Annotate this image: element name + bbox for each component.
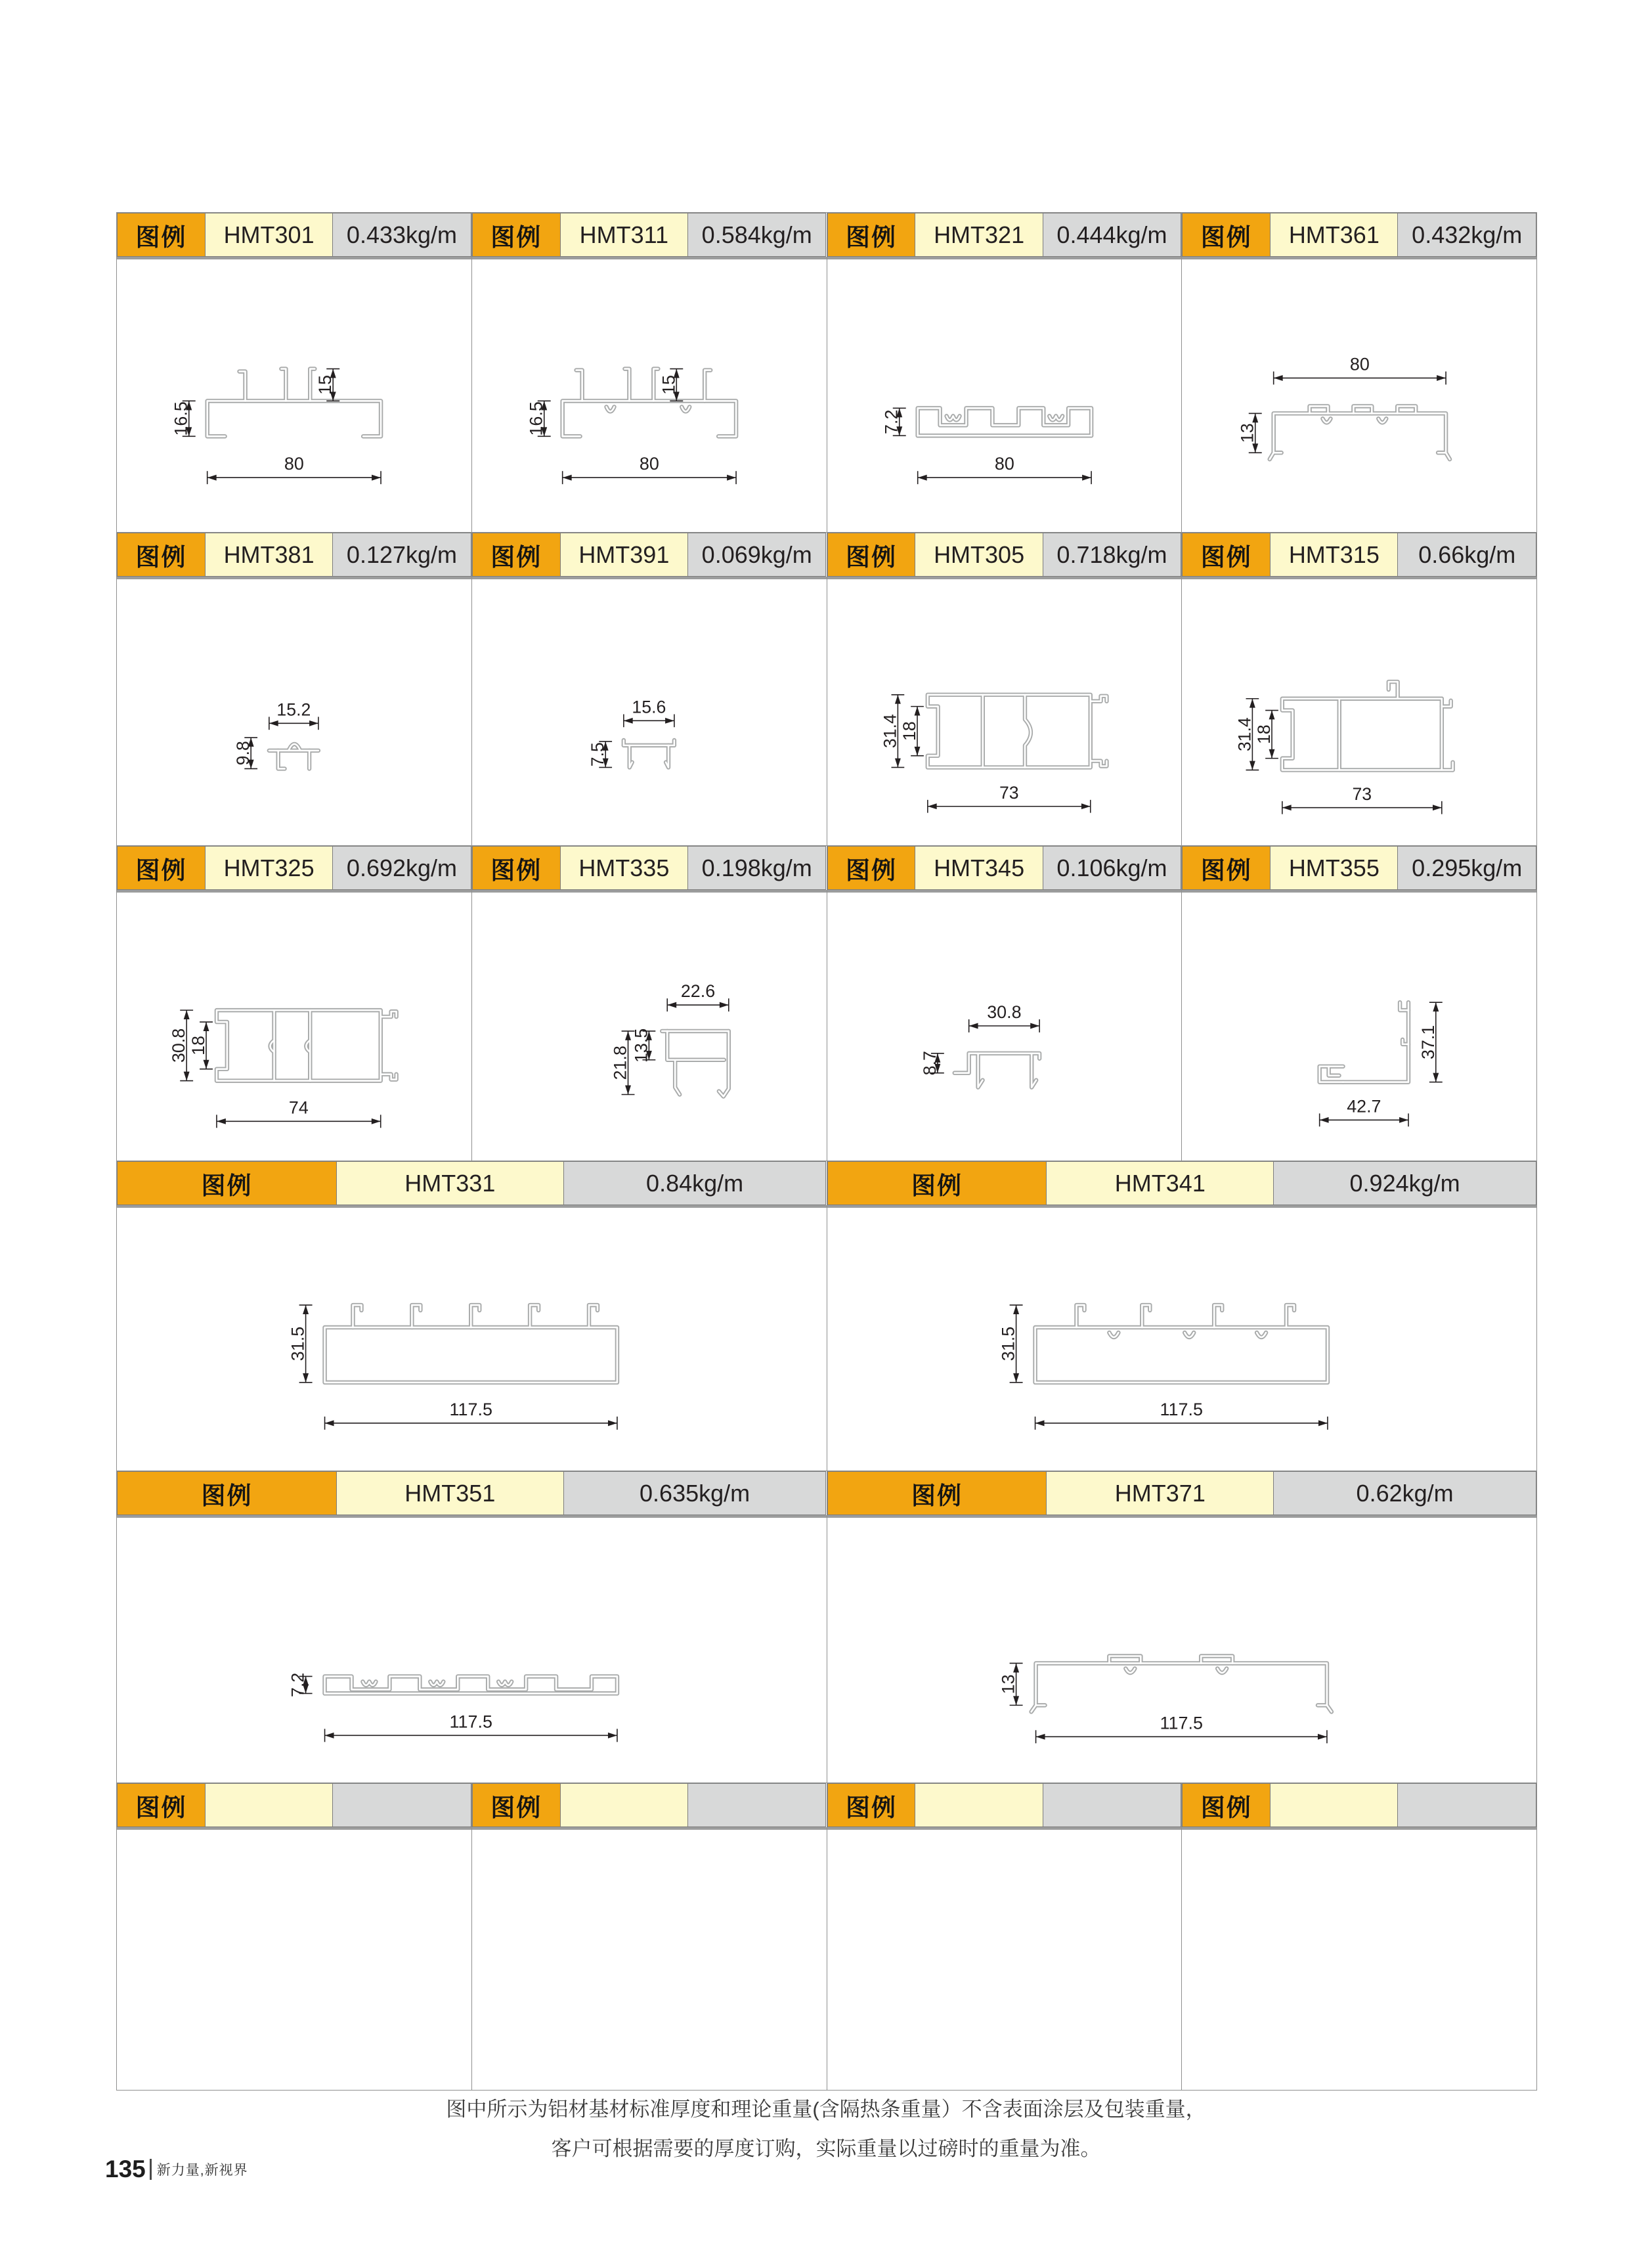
dimension: [1274, 355, 1446, 385]
legend-label: 图例: [490, 856, 542, 884]
dimension: [588, 742, 612, 768]
profile-drawing-area: [827, 1518, 1537, 1782]
profile-outline-inner: [207, 401, 381, 436]
profile-outline: [278, 751, 285, 769]
dimension-label: 15.2: [276, 699, 311, 720]
profile-drawing-area: [472, 1830, 827, 2090]
product-header: [827, 1471, 1537, 1518]
profile-outline: [1076, 1305, 1084, 1327]
dimension-label: 80: [639, 454, 659, 474]
profile-drawing-area: [117, 1830, 471, 2090]
product-code: HMT311: [561, 213, 688, 257]
product-weight: 0.432kg/m: [1398, 213, 1536, 257]
product-cell-hmt305: [827, 532, 1183, 846]
table-row: [116, 212, 1537, 533]
dimension-label: 18: [899, 721, 919, 741]
profile-drawing-area: [117, 893, 471, 1161]
footnote-line-2: 客户可根据需要的厚度订购，实际重量以过磅时的重量为准。: [551, 2137, 1101, 2161]
dimension-label: 74: [288, 1097, 309, 1118]
profile-outline-inner: [1032, 1053, 1036, 1088]
legend-label: 图例: [1200, 543, 1252, 571]
dimension-label: 13: [1237, 423, 1257, 443]
product-code: HMT305: [915, 533, 1043, 577]
legend-cell: [117, 846, 206, 890]
product-weight: 0.127kg/m: [333, 533, 471, 577]
product-header: [827, 213, 1182, 259]
profile-outline: [1035, 1663, 1326, 1705]
profile-outline-inner: [381, 1011, 397, 1017]
product-code: [1271, 1783, 1398, 1827]
dimension: [624, 697, 674, 727]
footer-divider: [150, 2159, 152, 2180]
legend-label: 图例: [135, 543, 187, 571]
dimension-label: 22.6: [680, 981, 715, 1002]
dimension-label: 13.5: [631, 1028, 651, 1063]
dimension: [900, 707, 924, 756]
profile-drawing-area: [472, 893, 827, 1161]
product-weight: 0.66kg/m: [1398, 533, 1536, 577]
dimension-label: 7.5: [587, 742, 607, 767]
profile-outline: [1282, 699, 1453, 770]
product-code: HMT351: [337, 1471, 564, 1515]
profile-outline: [207, 401, 381, 436]
legend-label: 图例: [911, 1482, 963, 1509]
legend-cell: [117, 1161, 337, 1205]
dimension-label: 73: [999, 782, 1019, 803]
profile-drawing-area: [472, 579, 827, 845]
dimension-label: 21.8: [610, 1046, 630, 1080]
product-weight: 0.718kg/m: [1043, 533, 1182, 577]
legend-cell: [117, 213, 206, 257]
profile-drawing-area: [827, 893, 1182, 1161]
product-header: [472, 1783, 827, 1830]
profile-outline-inner: [1035, 1327, 1327, 1383]
dimension-label: 73: [1352, 784, 1372, 804]
dimension-label: 31.4: [879, 714, 900, 749]
profile-drawing-area: [827, 579, 1182, 845]
profile-outline-inner: [653, 369, 658, 401]
product-code: HMT355: [1271, 846, 1398, 890]
profile-outline-inner: [325, 1327, 617, 1383]
profile-outline: [412, 1305, 420, 1327]
product-header: [117, 213, 471, 259]
profile-outline-inner: [667, 1031, 724, 1060]
product-code: HMT315: [1271, 533, 1398, 577]
product-weight: 0.069kg/m: [688, 533, 827, 577]
profile-outline: [1286, 1305, 1294, 1327]
dimension-label: 7.2: [288, 1672, 308, 1698]
dimension: [919, 1051, 944, 1075]
legend-label: 图例: [135, 856, 187, 884]
product-cell-empty-3: [827, 1782, 1183, 2091]
dimension-label: 7.2: [881, 409, 902, 435]
dimension: [998, 1305, 1022, 1383]
dimension-label: 31.4: [1234, 717, 1255, 752]
product-cell-hmt355: [1181, 845, 1537, 1161]
product-cell-hmt351: [116, 1471, 827, 1783]
product-weight: [1043, 1783, 1182, 1827]
profile-outline-inner: [1282, 699, 1453, 770]
legend-cell: [827, 213, 916, 257]
profile-outline: [1035, 1327, 1327, 1383]
profile-outline-inner: [381, 1074, 397, 1080]
profile-drawing-area: [117, 1518, 827, 1782]
dimension: [188, 1022, 213, 1069]
dimension-label: 15: [659, 375, 679, 395]
dimension-label: 9.8: [233, 741, 253, 766]
profile-drawing-area: [1182, 579, 1536, 845]
legend-label: 图例: [201, 1172, 253, 1199]
product-weight: [688, 1783, 827, 1827]
dimension-label: 15.6: [632, 697, 666, 717]
profile-outline-inner: [562, 401, 735, 436]
legend-cell: [472, 213, 561, 257]
product-code: HMT325: [206, 846, 333, 890]
profile-outline: [1343, 1002, 1409, 1082]
product-header: [117, 846, 471, 893]
profile-outline: [562, 401, 735, 436]
dimension: [1035, 1400, 1327, 1430]
product-code: HMT321: [915, 213, 1043, 257]
dimension: [527, 401, 551, 436]
dimension: [631, 1029, 655, 1063]
profile-outline-inner: [978, 1053, 982, 1088]
page-number: 135: [105, 2156, 146, 2182]
product-header: [1182, 846, 1536, 893]
dimension-label: 16.5: [526, 401, 546, 436]
dimension-label: 18: [188, 1035, 209, 1055]
dimension: [927, 783, 1090, 813]
legend-cell: [827, 1471, 1047, 1515]
dimension-label: 117.5: [1160, 1399, 1203, 1419]
footer-tagline: 新力量,新视界: [156, 2163, 248, 2178]
dimension-label: 16.5: [171, 401, 191, 436]
dimension: [217, 1097, 381, 1128]
product-cell-hmt391: [471, 532, 827, 846]
product-cell-hmt311: [471, 212, 827, 533]
table-row: [116, 532, 1537, 846]
dimension: [288, 1673, 313, 1697]
dimension: [171, 401, 196, 436]
product-weight: 0.584kg/m: [688, 213, 827, 257]
product-weight: 0.84kg/m: [564, 1161, 827, 1205]
profile-drawing-hmt325: [117, 893, 471, 1161]
profile-outline: [217, 1010, 381, 1080]
dimension: [1320, 1096, 1408, 1126]
product-cell-hmt381: [116, 532, 472, 846]
profile-drawing-hmt355: [1182, 893, 1536, 1161]
product-header: [117, 1471, 827, 1518]
dimension: [659, 369, 683, 401]
legend-label: 图例: [490, 1794, 542, 1821]
table-row: [116, 1782, 1537, 2091]
profile-outline-inner: [917, 408, 1091, 435]
product-cell-hmt361: [1181, 212, 1537, 533]
profile-outline: [1274, 413, 1446, 453]
profile-drawing-area: [117, 1208, 827, 1471]
legend-label: 图例: [490, 223, 542, 251]
dimension: [917, 454, 1091, 484]
product-cell-hmt371: [827, 1471, 1538, 1783]
legend-label: 图例: [845, 1794, 897, 1821]
dimension: [1254, 711, 1278, 759]
profile-outline-inner: [310, 369, 315, 401]
dimension: [881, 408, 905, 435]
dimension-label: 80: [284, 454, 304, 474]
dimension: [315, 369, 339, 401]
profile-outline: [705, 370, 710, 401]
profile-drawing-hmt311: [472, 259, 827, 532]
profile-drawing-area: [827, 259, 1182, 532]
dimension: [325, 1400, 617, 1430]
dimension-label: 15: [315, 375, 336, 395]
product-header: [1182, 1783, 1536, 1830]
dimension-label: 80: [994, 454, 1014, 474]
profile-drawing-hmt371: [827, 1518, 1537, 1782]
product-cell-hmt341: [827, 1161, 1538, 1471]
profile-drawing-hmt351: [117, 1518, 827, 1782]
product-header: [472, 533, 827, 579]
profile-drawing-area: [117, 259, 471, 532]
product-header: [827, 1783, 1182, 1830]
product-weight: 0.106kg/m: [1043, 846, 1182, 890]
product-code: HMT391: [561, 533, 688, 577]
product-header: [117, 1161, 827, 1208]
profile-outline: [917, 408, 1091, 435]
product-code: HMT381: [206, 533, 333, 577]
profile-outline: [353, 1305, 362, 1327]
product-cell-empty-4: [1181, 1782, 1537, 2091]
product-header: [1182, 213, 1536, 259]
dimension-label: 117.5: [449, 1399, 492, 1419]
profile-outline: [589, 1305, 598, 1327]
footnote-line-1: 图中所示为铝材基材标准厚度和理论重量(含隔热条重量）不含表面涂层及包装重量，: [446, 2098, 1206, 2121]
product-weight: 0.635kg/m: [564, 1471, 827, 1515]
product-cell-hmt335: [471, 845, 827, 1161]
profile-drawing-hmt345: [827, 893, 1182, 1161]
product-weight: [333, 1783, 471, 1827]
dimension-label: 18: [1254, 724, 1274, 744]
product-code: [561, 1783, 688, 1827]
profile-outline-inner: [1343, 1002, 1409, 1082]
legend-label: 图例: [490, 543, 542, 571]
product-weight: [1398, 1783, 1536, 1827]
profile-drawing-hmt391: [472, 579, 827, 845]
profile-drawing-hmt335: [472, 893, 827, 1161]
profile-outline-inner: [1274, 413, 1446, 453]
dimension-label: 42.7: [1347, 1096, 1381, 1117]
product-header: [117, 1783, 471, 1830]
product-cell-hmt331: [116, 1161, 827, 1471]
profile-outline-inner: [1090, 761, 1106, 766]
profile-drawing-hmt305: [827, 579, 1182, 845]
product-weight: 0.433kg/m: [333, 213, 471, 257]
legend-label: 图例: [845, 856, 897, 884]
profile-outline-inner: [624, 369, 629, 401]
legend-cell: [1182, 213, 1271, 257]
legend-label: 图例: [845, 223, 897, 251]
page-footer: [105, 2156, 248, 2183]
legend-label: 图例: [135, 1794, 187, 1821]
profile-outline-inner: [927, 695, 1090, 768]
product-weight: 0.62kg/m: [1274, 1471, 1536, 1515]
legend-cell: [827, 533, 916, 577]
dimension: [207, 454, 381, 484]
product-weight: 0.295kg/m: [1398, 846, 1536, 890]
product-cell-empty-1: [116, 1782, 472, 2091]
profile-drawing-hmt321: [827, 259, 1182, 532]
profile-drawing-hmt381: [117, 579, 471, 845]
legend-cell: [117, 533, 206, 577]
legend-cell: [1182, 533, 1271, 577]
dimension: [667, 981, 729, 1011]
product-header: [827, 533, 1182, 579]
dimension: [998, 1663, 1022, 1705]
profile-outline: [240, 372, 246, 401]
product-code: HMT345: [915, 846, 1043, 890]
profile-outline: [954, 1053, 968, 1073]
legend-cell: [472, 1783, 561, 1827]
legend-label: 图例: [911, 1172, 963, 1199]
legend-cell: [827, 1161, 1047, 1205]
legend-cell: [1182, 1783, 1271, 1827]
product-header: [827, 1161, 1537, 1208]
product-code: [915, 1783, 1043, 1827]
legend-label: 图例: [1200, 223, 1252, 251]
dimension-label: 37.1: [1418, 1025, 1439, 1060]
profile-outline: [1389, 682, 1398, 699]
dimension: [1035, 1713, 1326, 1743]
product-cell-hmt315: [1181, 532, 1537, 846]
dimension-label: 31.5: [998, 1326, 1018, 1361]
profile-drawing-area: [472, 259, 827, 532]
product-header: [1182, 533, 1536, 579]
product-cell-hmt325: [116, 845, 472, 1161]
product-weight: 0.692kg/m: [333, 846, 471, 890]
profile-drawing-area: [1182, 893, 1536, 1161]
profile-outline-inner: [1035, 1663, 1326, 1705]
product-code: HMT371: [1047, 1471, 1274, 1515]
legend-label: 图例: [1200, 856, 1252, 884]
product-weight: 0.924kg/m: [1274, 1161, 1536, 1205]
product-header: [117, 533, 471, 579]
profile-outline-inner: [954, 1053, 968, 1073]
product-code: HMT341: [1047, 1161, 1274, 1205]
legend-cell: [827, 1783, 916, 1827]
profile-outline: [576, 370, 582, 401]
product-code: [206, 1783, 333, 1827]
product-cell-hmt345: [827, 845, 1183, 1161]
dimension: [1282, 784, 1442, 814]
legend-cell: [117, 1783, 206, 1827]
legend-cell: [827, 846, 916, 890]
profile-catalog-table: [116, 212, 1537, 2091]
product-header: [472, 213, 827, 259]
product-header: [472, 846, 827, 893]
profile-drawing-hmt301: [117, 259, 471, 532]
profile-outline-inner: [217, 1010, 381, 1080]
dimension: [968, 1002, 1039, 1032]
product-code: HMT301: [206, 213, 333, 257]
legend-label: 图例: [845, 543, 897, 571]
profile-outline: [1214, 1305, 1222, 1327]
dimension-label: 117.5: [1160, 1713, 1203, 1733]
profile-outline: [667, 1031, 724, 1060]
dimension-label: 30.8: [986, 1002, 1022, 1023]
profile-drawing-hmt361: [1182, 259, 1536, 532]
table-row: [116, 1471, 1537, 1783]
profile-drawing-area: [117, 579, 471, 845]
dimension: [1418, 1002, 1443, 1082]
dimension: [233, 738, 257, 768]
dimension: [562, 454, 735, 484]
profile-drawing-hmt331: [117, 1208, 827, 1471]
legend-cell: [472, 846, 561, 890]
dimension-label: 13: [998, 1674, 1018, 1694]
profile-drawing-area: [1182, 259, 1536, 532]
dimension: [269, 699, 318, 730]
profile-drawing-area: [827, 1830, 1182, 2090]
profile-outline: [1142, 1305, 1150, 1327]
product-code: HMT331: [337, 1161, 564, 1205]
product-header: [827, 846, 1182, 893]
profile-drawing-hmt315: [1182, 579, 1536, 845]
profile-drawing-area: [1182, 1830, 1536, 2090]
dimension-label: 8.7: [919, 1051, 940, 1076]
product-weight: 0.198kg/m: [688, 846, 827, 890]
dimension-label: 30.8: [169, 1028, 189, 1063]
product-code: HMT335: [561, 846, 688, 890]
profile-outline-inner: [281, 369, 286, 401]
dimension: [288, 1305, 313, 1383]
profile-outline: [325, 1327, 617, 1383]
profile-outline: [530, 1305, 538, 1327]
profile-drawing-area: [827, 1208, 1537, 1471]
legend-label: 图例: [135, 223, 187, 251]
legend-cell: [117, 1471, 337, 1515]
profile-outline-inner: [1090, 696, 1106, 701]
dimension-label: 31.5: [288, 1326, 308, 1361]
product-cell-hmt301: [116, 212, 472, 533]
dimension-label: 80: [1350, 354, 1370, 374]
profile-outline: [471, 1305, 479, 1327]
product-code: HMT361: [1271, 213, 1398, 257]
legend-cell: [1182, 846, 1271, 890]
profile-drawing-hmt341: [827, 1208, 1537, 1471]
legend-cell: [472, 533, 561, 577]
legend-label: 图例: [201, 1482, 253, 1509]
profile-outline: [927, 695, 1090, 768]
dimension: [1238, 413, 1262, 453]
dimension-label: 117.5: [449, 1712, 492, 1732]
product-weight: 0.444kg/m: [1043, 213, 1182, 257]
product-cell-hmt321: [827, 212, 1183, 533]
table-row: [116, 1161, 1537, 1471]
legend-label: 图例: [1200, 1794, 1252, 1821]
dimension: [325, 1712, 617, 1742]
product-cell-empty-2: [471, 1782, 827, 2091]
table-row: [116, 845, 1537, 1161]
profile-outline: [719, 1031, 729, 1097]
